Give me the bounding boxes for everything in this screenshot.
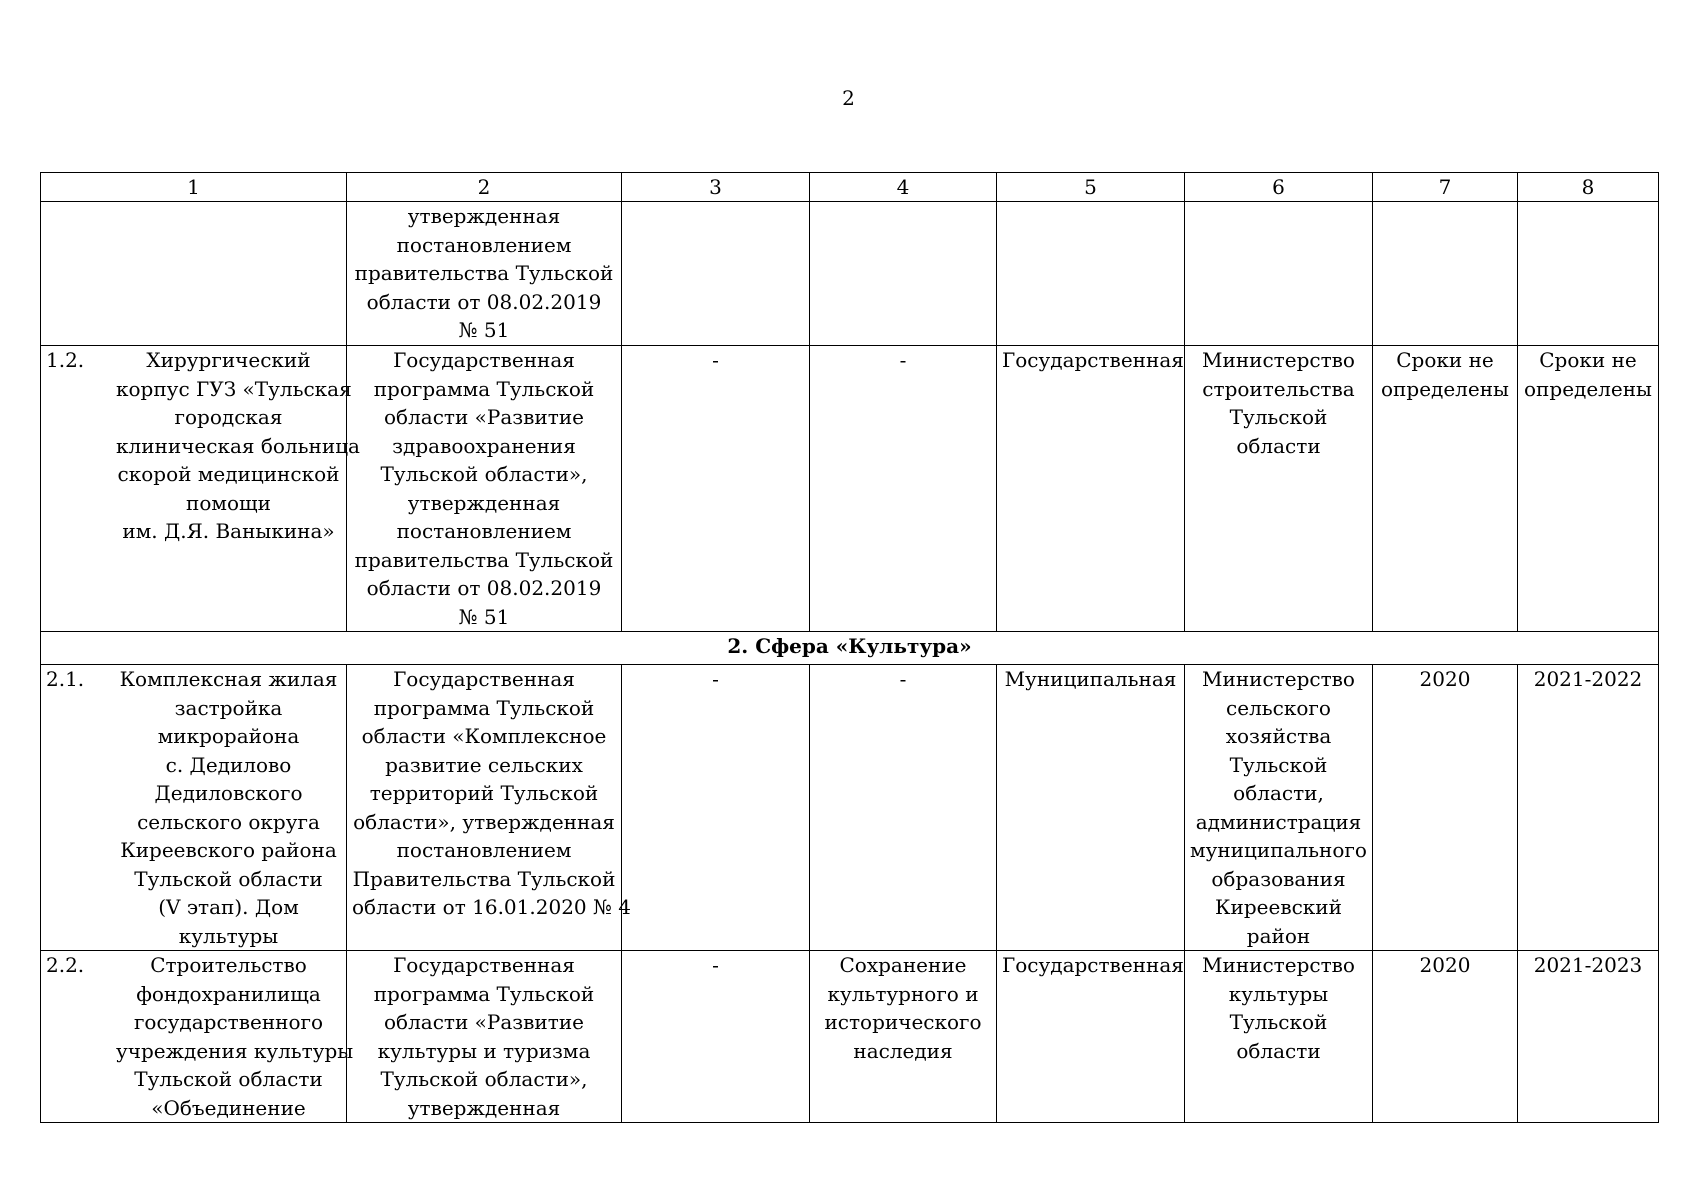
cell-line: Сроки не xyxy=(1539,348,1637,372)
cell xyxy=(622,202,810,346)
cell-line: администрация xyxy=(1195,809,1362,834)
cell-line: области от 16.01.2020 № 4 xyxy=(352,895,632,919)
cell-line: сельского xyxy=(1226,695,1331,720)
cell-line: городская xyxy=(174,405,283,429)
cell-line: культурного и xyxy=(827,981,979,1006)
cell-line: муниципального xyxy=(1190,838,1367,862)
cell xyxy=(810,202,997,346)
program-cell xyxy=(347,202,622,346)
cell-col7: 2020 xyxy=(1373,665,1518,951)
cell-line: наследия xyxy=(853,1038,953,1063)
cell-line: сельского округа xyxy=(137,809,320,834)
cell xyxy=(1518,202,1659,346)
cell-line: Сохранение xyxy=(839,953,967,977)
column-number-row xyxy=(41,173,1659,202)
cell-line: клиническая больница xyxy=(116,433,360,458)
cell-col3: - xyxy=(622,346,810,632)
cell-line: Министерство xyxy=(1202,953,1355,977)
object-name xyxy=(116,346,360,546)
cell-line: Тульской xyxy=(1229,1010,1328,1034)
section-row xyxy=(41,632,1659,665)
column-number-1: 1 xyxy=(41,173,347,202)
cell-line: Тульской области xyxy=(134,1067,323,1091)
cell-line: Тульской области», xyxy=(380,1067,588,1091)
cell-line: утвержденная xyxy=(407,1095,561,1120)
cell-line: Правительства Тульской xyxy=(352,866,616,891)
page-number: 2 xyxy=(842,86,855,110)
cell-line: «Объединение xyxy=(151,1095,306,1120)
program-cell xyxy=(347,951,622,1123)
column-number-2: 2 xyxy=(347,173,622,202)
cell-col4: - xyxy=(810,665,997,951)
cell-col4 xyxy=(810,951,997,1123)
cell-col6 xyxy=(1185,951,1373,1123)
cell-col3: - xyxy=(622,951,810,1123)
cell-line: области xyxy=(1236,1038,1321,1063)
cell-line: Тульской области xyxy=(134,866,323,891)
cell-col6 xyxy=(1185,665,1373,951)
program-cell xyxy=(347,665,632,951)
row-number: 2.1. xyxy=(46,667,85,691)
document-table xyxy=(40,172,1659,1123)
section-heading: 2. Сфера «Культура» xyxy=(41,632,1659,665)
cell-line: микрорайона xyxy=(157,724,300,748)
cell-col8: 2021-2023 xyxy=(1518,951,1659,1123)
cell-line: программа Тульской xyxy=(373,695,595,720)
column-number-7: 7 xyxy=(1373,173,1518,202)
continuation-row xyxy=(41,202,1659,346)
cell-col4: - xyxy=(810,346,997,632)
cell-line: район xyxy=(1246,923,1311,948)
cell-line: развитие сельских xyxy=(385,752,583,777)
cell-line: Тульской xyxy=(1229,405,1328,429)
object-name xyxy=(116,951,354,1122)
cell xyxy=(41,202,347,346)
cell-col6 xyxy=(1185,346,1373,632)
cell-line: правительства Тульской xyxy=(354,261,614,285)
cell-line: Строительство xyxy=(150,953,307,977)
cell-line: образования xyxy=(1211,866,1346,891)
cell-col5: Государственная xyxy=(997,346,1185,632)
cell-line: Хирургический xyxy=(146,348,311,372)
cell-line: № 51 xyxy=(458,318,510,342)
cell-line: строительства xyxy=(1202,376,1355,401)
table-row-2-1 xyxy=(41,665,1659,951)
row-number: 2.2. xyxy=(46,953,85,977)
cell-line: территорий Тульской xyxy=(369,781,599,805)
cell-line: фондохранилища xyxy=(136,981,321,1006)
cell-line: Сроки не xyxy=(1396,348,1494,372)
cell-col8 xyxy=(1518,346,1659,632)
cell-line: постановлением xyxy=(396,232,572,257)
cell-line: программа Тульской xyxy=(373,376,595,401)
program-cell xyxy=(347,346,622,632)
cell-line: области от 08.02.2019 xyxy=(366,289,602,314)
cell-line: правительства Тульской xyxy=(354,547,614,572)
cell-line: области», утвержденная xyxy=(353,809,615,834)
cell-col3: - xyxy=(622,665,810,951)
column-number-6: 6 xyxy=(1185,173,1373,202)
cell-line: корпус ГУЗ «Тульская xyxy=(116,376,352,401)
cell-line: Государственная xyxy=(393,667,575,691)
cell-line: застройка xyxy=(174,695,283,720)
cell-line: области «Развитие xyxy=(383,1010,584,1034)
cell-line: учреждения культуры xyxy=(116,1038,354,1063)
cell-line: определены xyxy=(1524,376,1652,401)
cell-line: Киреевский xyxy=(1215,895,1342,919)
cell-line: культуры xyxy=(178,923,279,948)
cell-line: Государственная xyxy=(393,953,575,977)
cell-line: постановлением xyxy=(396,838,572,862)
cell-line: государственного xyxy=(133,1010,324,1034)
cell-col5: Муниципальная xyxy=(997,665,1185,951)
cell-line: Комплексная жилая xyxy=(119,667,338,691)
cell-line: Министерство xyxy=(1202,667,1355,691)
cell-col7 xyxy=(1373,346,1518,632)
cell-line: хозяйства xyxy=(1225,724,1332,748)
cell-col5: Государственная xyxy=(997,951,1185,1123)
cell-line: области от 08.02.2019 xyxy=(366,576,602,600)
cell-line: Тульской области», xyxy=(380,462,588,486)
cell-line: области «Комплексное xyxy=(361,724,607,748)
cell-line: помощи xyxy=(186,490,271,515)
object-cell xyxy=(41,665,347,951)
cell-line: здравоохранения xyxy=(392,433,576,458)
cell-col7: 2020 xyxy=(1373,951,1518,1123)
table-row-1-2 xyxy=(41,346,1659,632)
cell-line: области «Развитие xyxy=(383,405,584,429)
cell-line: скорой медицинской xyxy=(117,462,340,486)
cell xyxy=(1373,202,1518,346)
column-number-3: 3 xyxy=(622,173,810,202)
object-cell xyxy=(41,346,360,632)
cell-line: Государственная xyxy=(393,348,575,372)
cell-line: им. Д.Я. Ваныкина» xyxy=(122,519,335,543)
column-number-4: 4 xyxy=(810,173,997,202)
cell-line: Киреевского района xyxy=(120,838,337,862)
cell-line: области, xyxy=(1233,781,1324,805)
cell-line: Министерство xyxy=(1202,348,1355,372)
column-number-8: 8 xyxy=(1518,173,1659,202)
cell-line: культуры xyxy=(1228,981,1329,1006)
table-row-2-2 xyxy=(41,951,1659,1123)
cell-line: области xyxy=(1236,433,1321,458)
row-number: 1.2. xyxy=(46,348,85,372)
cell-line: определены xyxy=(1381,376,1509,401)
object-name xyxy=(116,665,341,950)
cell-line: постановлением xyxy=(396,519,572,543)
cell-line: культуры и туризма xyxy=(377,1038,591,1063)
cell xyxy=(1185,202,1373,346)
cell-line: с. Дедилово xyxy=(165,752,292,777)
cell-line: (V этап). Дом xyxy=(158,895,299,919)
cell-line: Дедиловского xyxy=(154,781,303,805)
object-cell xyxy=(41,951,354,1123)
cell-line: исторического xyxy=(824,1010,982,1034)
cell-line: Тульской xyxy=(1229,752,1328,777)
cell xyxy=(997,202,1185,346)
cell-col8: 2021-2022 xyxy=(1518,665,1659,951)
cell-line: программа Тульской xyxy=(373,981,595,1006)
cell-line: утвержденная xyxy=(407,490,561,515)
cell-line: утвержденная xyxy=(407,204,561,228)
cell-line: № 51 xyxy=(458,604,510,629)
column-number-5: 5 xyxy=(997,173,1185,202)
